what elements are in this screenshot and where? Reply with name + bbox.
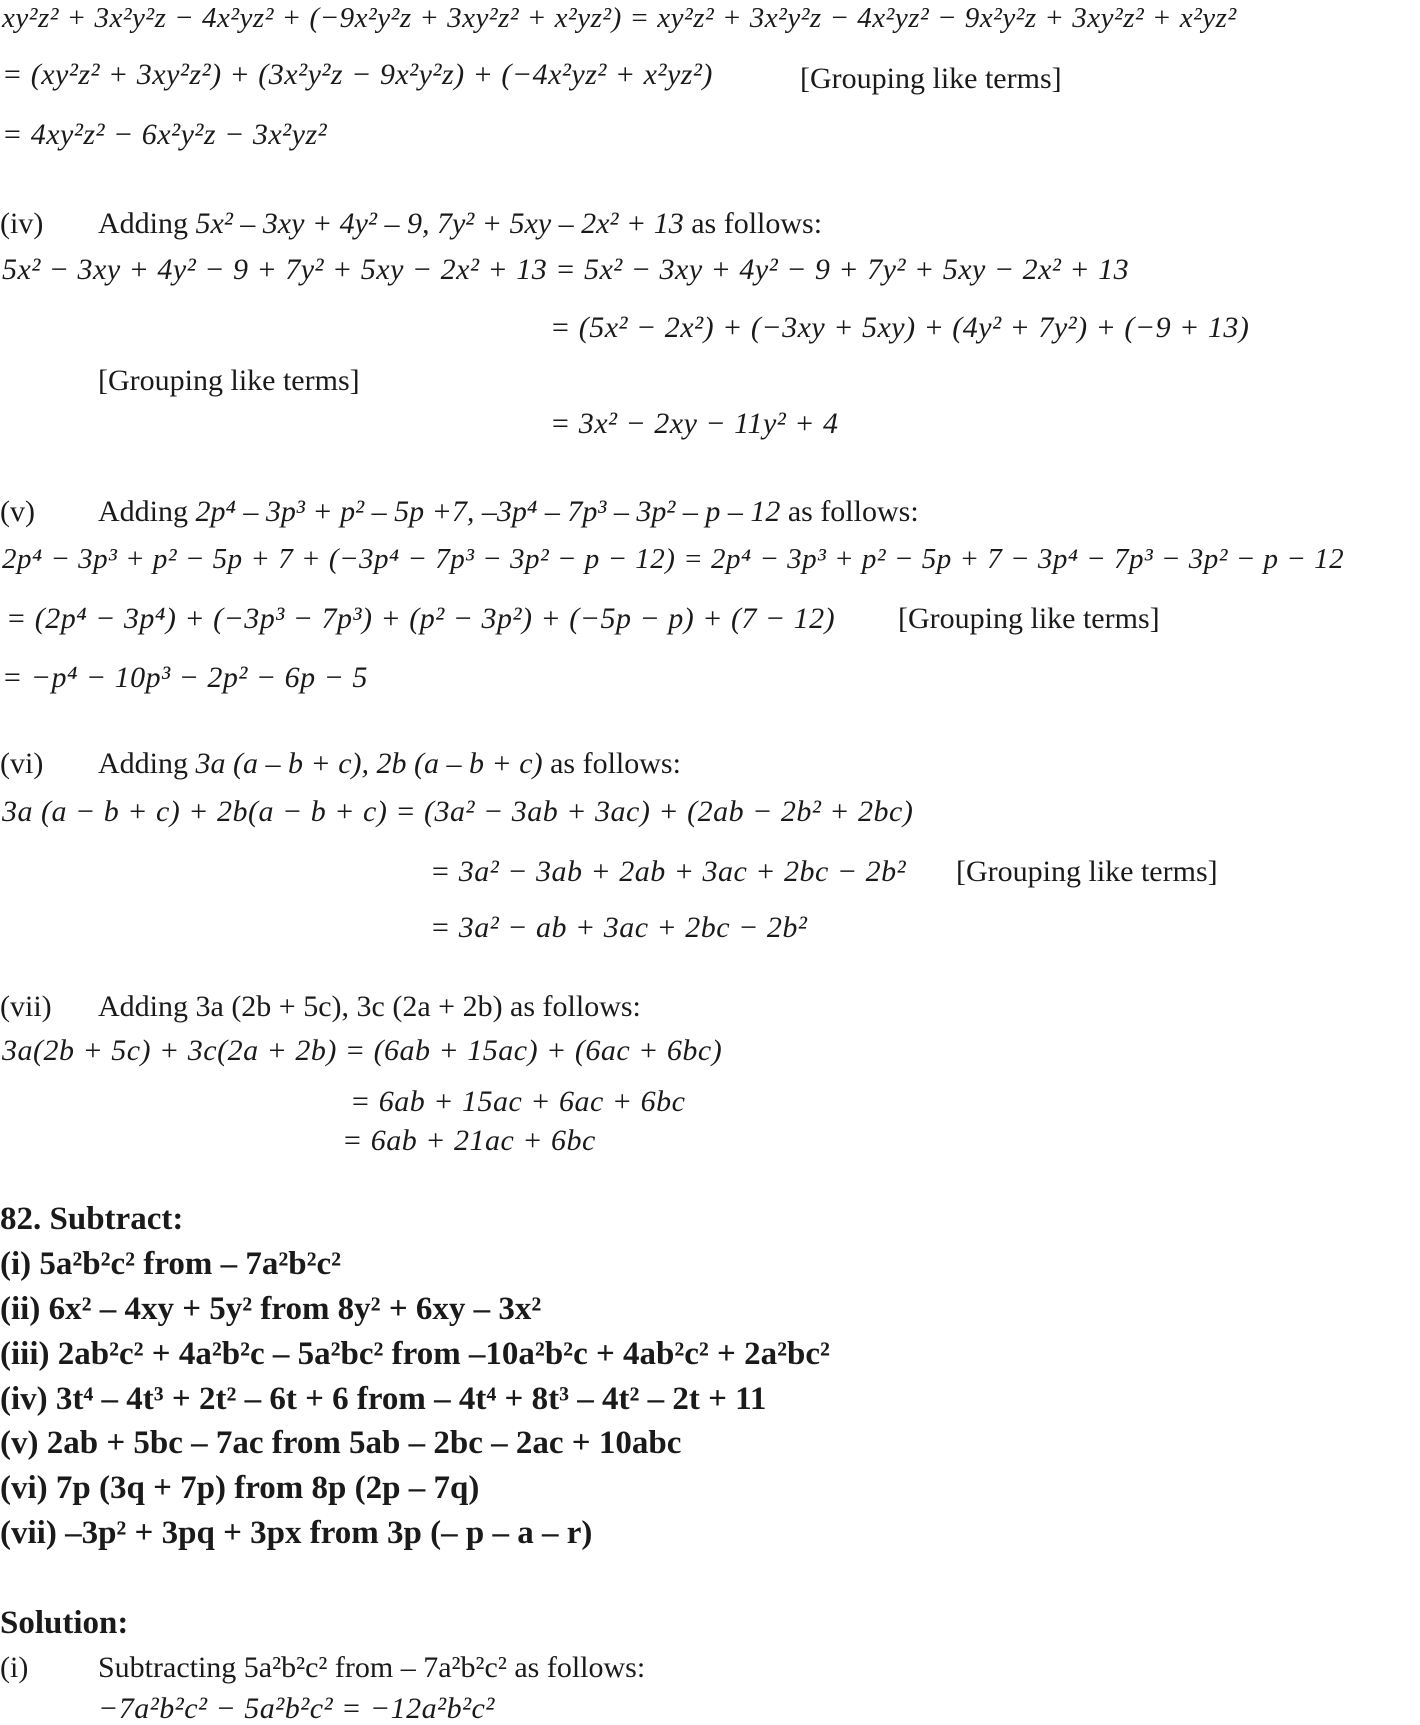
solution-heading: Solution: — [0, 1605, 129, 1641]
v-intro — [98, 497, 919, 527]
v-intro-prefix: Adding — [98, 495, 188, 528]
v-grouping-note: [Grouping like terms] — [898, 602, 1160, 635]
vi-intro — [98, 749, 681, 779]
iv-equation-line-1: 5x² − 3xy + 4y² − 9 + 7y² + 5xy − 2x² + 13 = 5x² − 3xy + 4y² − 9 + 7y² + 5xy − 2x² + 13 — [2, 253, 1130, 286]
v-equation-line-1: 2p⁴ − 3p³ + p² − 5p + 7 + (−3p⁴ − 7p³ − 3p² − p − 12) = 2p⁴ − 3p³ + p² − 5p + 7 − 3p⁴ − 7p³ − 3p² − p − 12 — [2, 543, 1345, 575]
iv-label: (iv) — [0, 207, 44, 240]
vii-equation-line-3: = 6ab + 21ac + 6bc — [342, 1124, 596, 1157]
vii-label: (vii) — [0, 990, 52, 1023]
solution-i-equation: −7a²b²c² − 5a²b²c² = −12a²b²c² — [98, 1692, 495, 1725]
v-equation-line-2: = (2p⁴ − 3p⁴) + (−3p³ − 7p³) + (p² − 3p²) + (−5p − p) + (7 − 12) — [6, 602, 836, 635]
iv-equation-line-3: = 3x² − 2xy − 11y² + 4 — [550, 407, 839, 440]
vii-intro: Adding 3a (2b + 5c), 3c (2a + 2b) as follows: — [98, 990, 641, 1023]
iv-grouping-note: [Grouping like terms] — [98, 364, 360, 397]
v-label: (v) — [0, 495, 35, 528]
solution-i-intro: Subtracting 5a²b²c² from – 7a²b²c² as follows: — [98, 1651, 646, 1684]
iv-intro-expression: 5x² – 3xy + 4y² – 9, 7y² + 5xy – 2x² + 13 — [195, 207, 684, 240]
iii-equation-line-2: = (xy²z² + 3xy²z²) + (3x²y²z − 9x²y²z) + (−4x²yz² + x²yz²) — [2, 58, 713, 91]
vi-grouping-note: [Grouping like terms] — [956, 855, 1218, 888]
vii-equation-line-1: 3a(2b + 5c) + 3c(2a + 2b) = (6ab + 15ac) + (6ac + 6bc) — [2, 1034, 723, 1067]
iv-intro — [98, 209, 822, 239]
iii-equation-line-3: = 4xy²z² − 6x²y²z − 3x²yz² — [2, 118, 328, 151]
v-intro-suffix: as follows: — [787, 495, 919, 528]
vi-intro-suffix: as follows: — [550, 747, 681, 780]
q82-item-vii: (vii) –3p² + 3pq + 3px from 3p (– p – a – r) — [0, 1515, 593, 1551]
q82-item-iii: (iii) 2ab²c² + 4a²b²c – 5a²bc² from –10a²b²c + 4ab²c² + 2a²bc² — [0, 1336, 830, 1372]
q82-item-ii: (ii) 6x² – 4xy + 5y² from 8y² + 6xy – 3x² — [0, 1291, 542, 1327]
q82-item-i: (i) 5a²b²c² from – 7a²b²c² — [0, 1246, 342, 1282]
q82-item-vi: (vi) 7p (3q + 7p) from 8p (2p – 7q) — [0, 1470, 480, 1506]
v-intro-expression: 2p⁴ – 3p³ + p² – 5p +7, –3p⁴ – 7p³ – 3p² – p – 12 — [195, 495, 781, 528]
vi-label: (vi) — [0, 747, 44, 780]
vi-equation-line-2: = 3a² − 3ab + 2ab + 3ac + 2bc − 2b² — [430, 855, 907, 888]
vi-equation-line-1: 3a (a − b + c) + 2b(a − b + c) = (3a² − 3ab + 3ac) + (2ab − 2b² + 2bc) — [2, 795, 914, 828]
solution-i-label: (i) — [0, 1651, 29, 1684]
q82-item-v: (v) 2ab + 5bc – 7ac from 5ab – 2bc – 2ac + 10abc — [0, 1425, 682, 1461]
vi-equation-line-3: = 3a² − ab + 3ac + 2bc − 2b² — [430, 911, 808, 944]
iv-intro-suffix: as follows: — [691, 207, 823, 240]
vii-equation-line-2: = 6ab + 15ac + 6ac + 6bc — [350, 1085, 686, 1118]
iv-equation-line-2: = (5x² − 2x²) + (−3xy + 5xy) + (4y² + 7y²) + (−9 + 13) — [550, 311, 1250, 344]
vi-intro-prefix: Adding — [98, 747, 188, 780]
q82-item-iv: (iv) 3t⁴ – 4t³ + 2t² – 6t + 6 from – 4t⁴ + 8t³ – 4t² – 2t + 11 — [0, 1381, 767, 1417]
vi-intro-expression: 3a (a – b + c), 2b (a – b + c) — [195, 747, 543, 780]
question-82-heading: 82. Subtract: — [0, 1201, 184, 1237]
iii-grouping-note: [Grouping like terms] — [800, 62, 1062, 95]
iii-equation-line-1: xy²z² + 3x²y²z − 4x²yz² + (−9x²y²z + 3xy²z² + x²yz²) = xy²z² + 3x²y²z − 4x²yz² − 9x²y²z + 3xy²z² + x²yz² — [2, 2, 1237, 34]
v-equation-line-3: = −p⁴ − 10p³ − 2p² − 6p − 5 — [2, 661, 368, 694]
iv-intro-prefix: Adding — [98, 207, 188, 240]
